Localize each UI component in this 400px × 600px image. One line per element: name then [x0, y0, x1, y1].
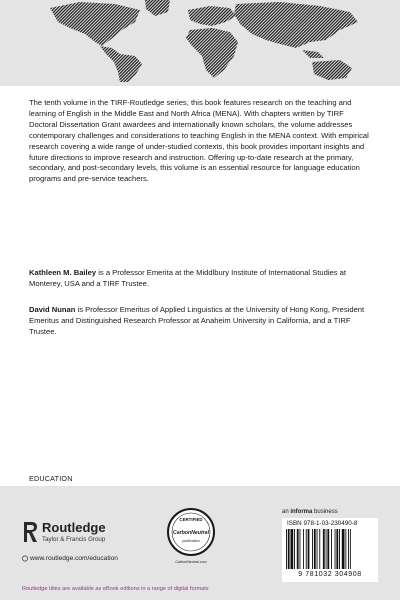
seal-url: CarbonNeutral.com: [175, 560, 207, 564]
author-name: Kathleen M. Bailey: [29, 268, 97, 277]
carbon-neutral-seal: [166, 507, 216, 557]
informa-prefix: an: [282, 509, 291, 515]
author-bio-bailey: [29, 268, 371, 290]
publisher-url: www.routledge.com/education: [30, 555, 118, 562]
informa-suffix: business: [312, 509, 338, 515]
cover-top-band: [0, 0, 400, 86]
subject-category: EDUCATION: [29, 474, 73, 483]
author-bio-text: is a Professor Emerita at the Middlbury Institute of International Studies at Monterey, USA and a TIRF Trustee.: [29, 268, 346, 288]
book-description: The tenth volume in the TIRF-Routledge series, this book features research on the teaching and learning of English in the Middle East and North Africa (MENA). With chapters written by TIRF Doctoral Dissertation Grant awardees and internationally known scholars, the volume addresses contemporary challenges and considerations to teaching English in the MENA context. With empirical research covering a wide range of under-studied contexts, this book provides important insights and future directions to improve research and instruction. Offering up-to-date research at the primary, secondary, and post-secondary levels, this volume is an essential resource for language education programs and pre-service teachers.: [29, 98, 369, 184]
author-name: David Nunan: [29, 305, 76, 314]
routledge-logo-icon: [22, 520, 38, 544]
publisher-name: Routledge: [42, 520, 106, 535]
informa-brand: informa: [290, 509, 313, 515]
barcode-image: [285, 529, 375, 571]
seal-main-text: CarbonNeutral: [172, 530, 210, 536]
barcode-digits: 9 781032 304908: [298, 571, 362, 578]
ebook-availability-note: Routledge titles are available as eBook editions in a range of digital formats: [22, 586, 209, 592]
globe-icon: [22, 555, 28, 562]
world-map-image: [40, 0, 370, 82]
informa-business-label: [282, 509, 338, 515]
seal-top-text: CERTIFIED: [179, 517, 203, 522]
author-bio-text: is Professor Emeritus of Applied Linguistics at the University of Hong Kong, President Emeritus and Distinguished Research Professor at Anaheim University in California, and a TIRF Trustee.: [29, 305, 365, 336]
publisher-group: Taylor & Francis Group: [42, 536, 106, 543]
seal-sub-text: publication: [182, 539, 200, 543]
author-bio-nunan: [29, 305, 371, 338]
isbn-number: ISBN 978-1-03-230490-8: [287, 520, 358, 527]
